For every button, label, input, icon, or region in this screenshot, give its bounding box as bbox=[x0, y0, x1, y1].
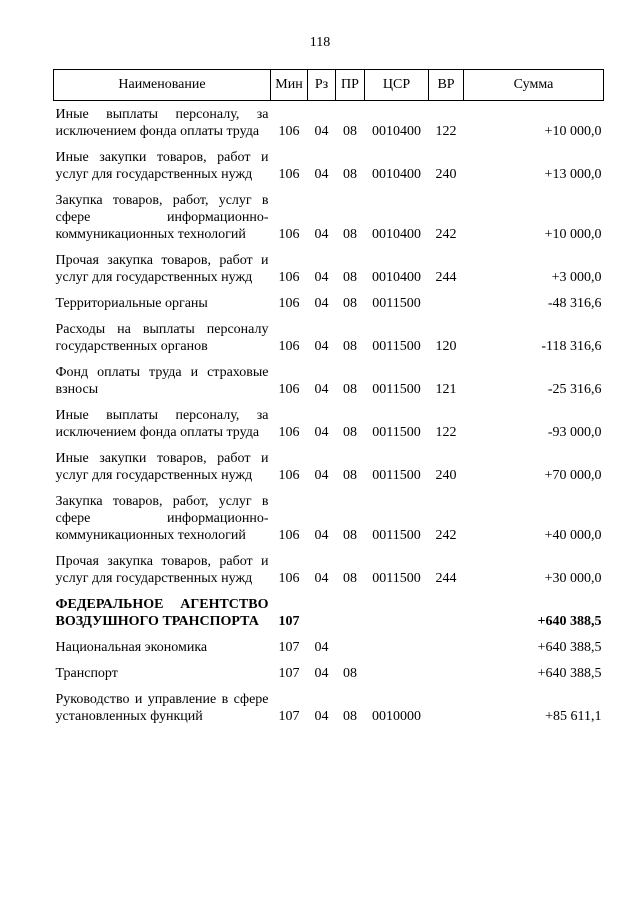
cell-rz: 04 bbox=[314, 296, 329, 311]
cell-pr: 08 bbox=[343, 528, 357, 543]
cell-pr: 08 bbox=[343, 167, 357, 182]
cell-csr: 0011500 bbox=[372, 571, 421, 586]
cell-csr: 0010400 bbox=[372, 167, 421, 182]
cell-sum: -93 000,0 bbox=[547, 425, 602, 440]
cell-rz: 04 bbox=[314, 528, 329, 543]
cell-min: 107 bbox=[278, 666, 300, 681]
cell-vr bbox=[429, 591, 464, 634]
cell-csr: 0010400 bbox=[372, 227, 421, 242]
cell-name: Иные выплаты персоналу, за исключением фонда оплаты труда bbox=[55, 408, 269, 440]
header-min: Мин bbox=[271, 70, 308, 101]
cell-vr: 240 bbox=[435, 167, 457, 182]
cell-pr: 08 bbox=[343, 425, 357, 440]
cell-min: 106 bbox=[278, 124, 300, 139]
table-body bbox=[54, 101, 604, 730]
cell-vr: 242 bbox=[435, 227, 457, 242]
cell-rz: 04 bbox=[314, 167, 329, 182]
cell-csr: 0011500 bbox=[372, 296, 421, 311]
cell-name: Иные закупки товаров, работ и услуг для государственных нужд bbox=[55, 451, 269, 483]
cell-csr bbox=[365, 660, 429, 686]
cell-sum: +70 000,0 bbox=[544, 468, 602, 483]
cell-vr: 244 bbox=[435, 270, 457, 285]
cell-name: Транспорт bbox=[55, 666, 118, 681]
table-row bbox=[54, 686, 604, 729]
cell-min: 107 bbox=[278, 614, 300, 629]
header-pr: ПР bbox=[336, 70, 365, 101]
cell-vr: 120 bbox=[435, 339, 457, 354]
cell-rz: 04 bbox=[314, 640, 329, 655]
cell-min: 106 bbox=[278, 571, 300, 586]
cell-sum: +10 000,0 bbox=[544, 124, 602, 139]
table-row bbox=[54, 402, 604, 445]
header-csr: ЦСР bbox=[365, 70, 429, 101]
cell-min: 106 bbox=[278, 296, 300, 311]
cell-pr: 08 bbox=[343, 339, 357, 354]
cell-min: 106 bbox=[278, 382, 300, 397]
cell-vr: 240 bbox=[435, 468, 457, 483]
cell-sum: +640 388,5 bbox=[537, 614, 602, 629]
cell-csr: 0010000 bbox=[372, 709, 421, 724]
cell-min: 106 bbox=[278, 167, 300, 182]
cell-rz: 04 bbox=[314, 124, 329, 139]
header-vr: ВР bbox=[429, 70, 464, 101]
cell-min: 106 bbox=[278, 468, 300, 483]
cell-rz: 04 bbox=[314, 270, 329, 285]
table-row bbox=[54, 144, 604, 187]
cell-name: Расходы на выплаты персоналу государственных органов bbox=[55, 322, 269, 354]
cell-rz: 04 bbox=[314, 709, 329, 724]
cell-min: 106 bbox=[278, 425, 300, 440]
cell-pr: 08 bbox=[343, 124, 357, 139]
cell-vr: 122 bbox=[435, 425, 457, 440]
cell-pr: 08 bbox=[343, 382, 357, 397]
table-row bbox=[54, 101, 604, 145]
cell-vr bbox=[429, 634, 464, 660]
cell-vr: 122 bbox=[435, 124, 457, 139]
cell-name: Фонд оплаты труда и страховые взносы bbox=[55, 365, 269, 397]
cell-min: 106 bbox=[278, 339, 300, 354]
cell-vr: 244 bbox=[435, 571, 457, 586]
table-row bbox=[54, 187, 604, 247]
cell-sum: +3 000,0 bbox=[551, 270, 602, 285]
cell-csr: 0011500 bbox=[372, 425, 421, 440]
cell-sum: +40 000,0 bbox=[544, 528, 602, 543]
table-row bbox=[54, 634, 604, 660]
cell-vr bbox=[429, 686, 464, 729]
cell-csr: 0011500 bbox=[372, 339, 421, 354]
cell-csr bbox=[365, 634, 429, 660]
header-name: Наименование bbox=[54, 70, 271, 101]
cell-min: 106 bbox=[278, 227, 300, 242]
cell-sum: +30 000,0 bbox=[544, 571, 602, 586]
cell-pr: 08 bbox=[343, 571, 357, 586]
cell-vr bbox=[429, 660, 464, 686]
cell-pr: 08 bbox=[343, 296, 357, 311]
cell-pr: 08 bbox=[343, 709, 357, 724]
cell-rz: 04 bbox=[314, 339, 329, 354]
cell-name: Иные выплаты персоналу, за исключением фонда оплаты труда bbox=[55, 107, 269, 139]
cell-rz: 04 bbox=[314, 382, 329, 397]
cell-csr: 0010400 bbox=[372, 124, 421, 139]
cell-name: Национальная экономика bbox=[55, 640, 208, 655]
budget-table bbox=[53, 69, 604, 729]
cell-name: Иные закупки товаров, работ и услуг для государственных нужд bbox=[55, 150, 269, 182]
cell-csr: 0011500 bbox=[372, 468, 421, 483]
table-row bbox=[54, 488, 604, 548]
cell-rz: 04 bbox=[314, 666, 329, 681]
cell-name: Прочая закупка товаров, работ и услуг для государственных нужд bbox=[55, 253, 269, 285]
table-row bbox=[54, 548, 604, 591]
cell-csr bbox=[365, 591, 429, 634]
cell-pr: 08 bbox=[343, 666, 357, 681]
table-row bbox=[54, 591, 604, 634]
cell-min: 106 bbox=[278, 528, 300, 543]
table-row bbox=[54, 290, 604, 316]
table-row bbox=[54, 316, 604, 359]
cell-pr: 08 bbox=[343, 468, 357, 483]
cell-pr bbox=[336, 634, 365, 660]
cell-name: Закупка товаров, работ, услуг в сфере информационно-коммуникационных технологий bbox=[55, 193, 269, 242]
header-sum: Сумма bbox=[464, 70, 604, 101]
cell-name: Территориальные органы bbox=[55, 296, 208, 311]
cell-name: ФЕДЕРАЛЬНОЕ АГЕНТСТВО ВОЗДУШНОГО ТРАНСПОРТА bbox=[55, 597, 269, 629]
cell-rz: 04 bbox=[314, 571, 329, 586]
cell-vr: 121 bbox=[435, 382, 457, 397]
cell-sum: +640 388,5 bbox=[537, 640, 602, 655]
cell-pr bbox=[336, 591, 365, 634]
cell-min: 107 bbox=[278, 709, 300, 724]
cell-sum: +13 000,0 bbox=[544, 167, 602, 182]
table-header bbox=[54, 70, 604, 101]
cell-sum: -25 316,6 bbox=[547, 382, 602, 397]
cell-sum: -48 316,6 bbox=[547, 296, 602, 311]
cell-pr: 08 bbox=[343, 270, 357, 285]
cell-pr: 08 bbox=[343, 227, 357, 242]
header-rz: Рз bbox=[308, 70, 336, 101]
cell-csr: 0011500 bbox=[372, 528, 421, 543]
cell-rz bbox=[308, 591, 336, 634]
table-row bbox=[54, 359, 604, 402]
cell-sum: +85 611,1 bbox=[545, 709, 602, 724]
cell-name: Прочая закупка товаров, работ и услуг для государственных нужд bbox=[55, 554, 269, 586]
cell-vr bbox=[429, 290, 464, 316]
cell-min: 106 bbox=[278, 270, 300, 285]
cell-name: Закупка товаров, работ, услуг в сфере информационно-коммуникационных технологий bbox=[55, 494, 269, 543]
cell-vr: 242 bbox=[435, 528, 457, 543]
cell-csr: 0011500 bbox=[372, 382, 421, 397]
cell-sum: -118 316,6 bbox=[541, 339, 602, 354]
table-row bbox=[54, 445, 604, 488]
cell-min: 107 bbox=[278, 640, 300, 655]
cell-sum: +10 000,0 bbox=[544, 227, 602, 242]
page-number: 118 bbox=[309, 35, 331, 50]
table-row bbox=[54, 247, 604, 290]
cell-csr: 0010400 bbox=[372, 270, 421, 285]
table-row bbox=[54, 660, 604, 686]
cell-rz: 04 bbox=[314, 227, 329, 242]
cell-rz: 04 bbox=[314, 425, 329, 440]
cell-sum: +640 388,5 bbox=[537, 666, 602, 681]
cell-rz: 04 bbox=[314, 468, 329, 483]
cell-name: Руководство и управление в сфере установленных функций bbox=[55, 692, 269, 724]
